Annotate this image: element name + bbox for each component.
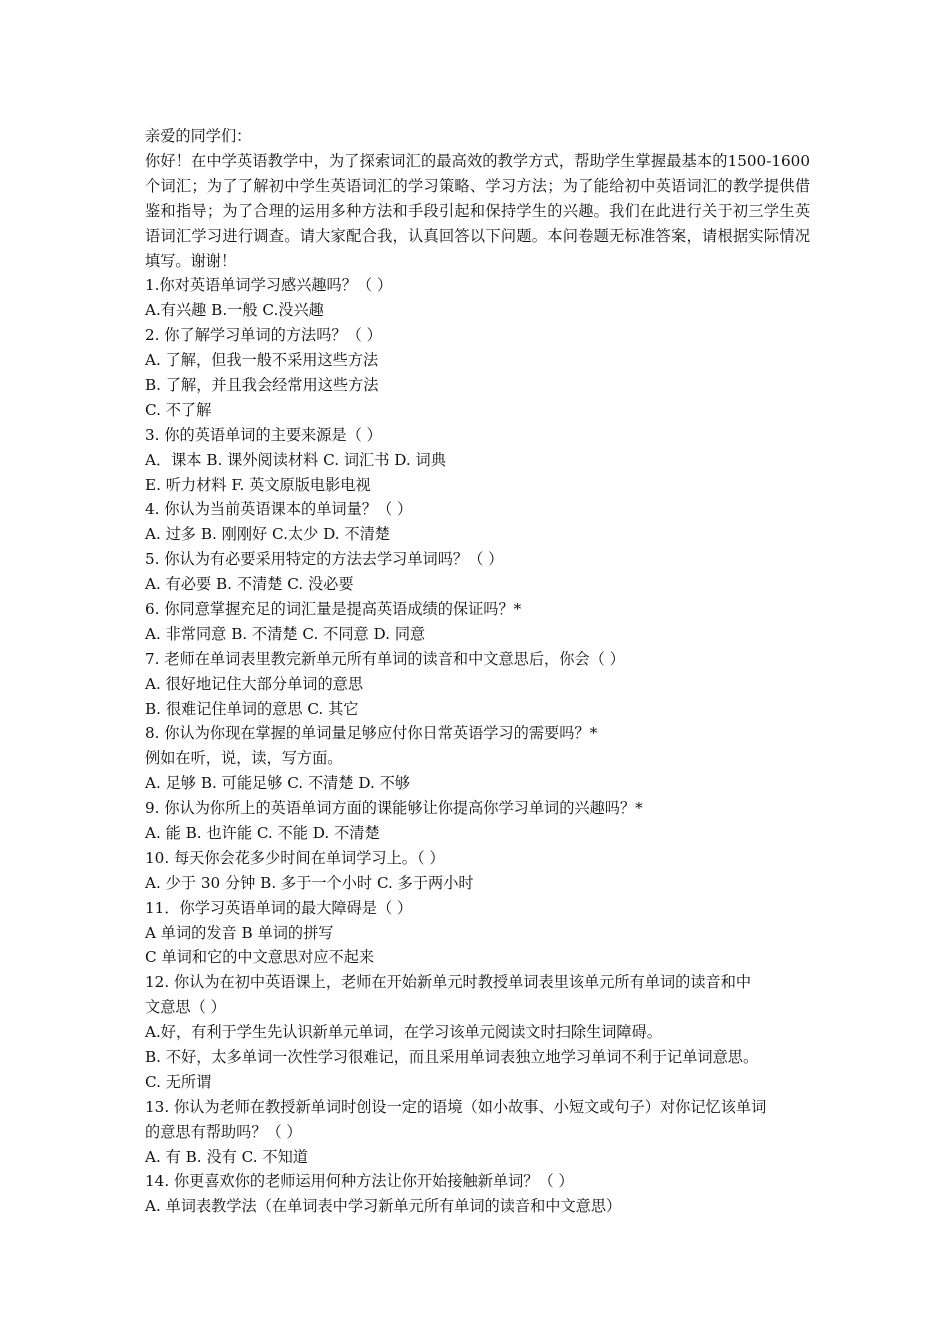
question-9: 9. 你认为你所上的英语单词方面的课能够让你提高你学习单词的兴趣吗？*	[145, 799, 643, 818]
question-12-option-c: C. 无所谓	[145, 1072, 212, 1091]
question-14: 14. 你更喜欢你的老师运用何种方法让你开始接触新单词？（ ）	[145, 1172, 574, 1191]
question-8-note: 例如在听，说，读，写方面。	[145, 749, 343, 768]
question-11: 11．你学习英语单词的最大障碍是（ ）	[145, 898, 413, 917]
question-13-options: A. 有 B. 没有 C. 不知道	[145, 1147, 308, 1166]
question-5: 5. 你认为有必要采用特定的方法去学习单词吗？（ ）	[145, 550, 504, 569]
question-11-option-c: C 单词和它的中文意思对应不起来	[145, 948, 375, 967]
question-2-option-c: C. 不了解	[145, 400, 212, 419]
question-13-line-1: 13. 你认为老师在教授新单词时创设一定的语境（如小故事、小短文或句子）对你记忆该单词	[145, 1097, 767, 1116]
question-6-options: A. 非常同意 B. 不清楚 C. 不同意 D. 同意	[145, 624, 426, 643]
question-5-options: A. 有必要 B. 不清楚 C. 没必要	[145, 575, 354, 594]
question-9-options: A. 能 B. 也许能 C. 不能 D. 不清楚	[145, 824, 380, 843]
question-3-options-1: A．课本 B. 课外阅读材料 C. 词汇书 D. 词典	[145, 450, 446, 469]
question-12-line-2: 文意思（ ）	[145, 998, 226, 1017]
question-8-options: A. 足够 B. 可能足够 C. 不清楚 D. 不够	[145, 774, 411, 793]
question-6: 6. 你同意掌握充足的词汇量是提高英语成绩的保证吗？*	[145, 600, 522, 618]
question-10: 10. 每天你会花多少时间在单词学习上。（ ）	[145, 848, 445, 867]
question-7-option-bc: B. 很难记住单词的意思 C. 其它	[145, 699, 359, 718]
question-8: 8. 你认为你现在掌握的单词量足够应付你日常英语学习的需要吗？*	[145, 724, 598, 743]
survey-body	[145, 124, 810, 1219]
question-1-options: A.有兴趣 B.一般 C.没兴趣	[145, 301, 324, 320]
question-1: 1.你对英语单词学习感兴趣吗？（ ）	[145, 276, 393, 295]
greeting: 亲爱的同学们：	[145, 127, 252, 145]
question-3: 3. 你的英语单词的主要来源是（ ）	[145, 425, 382, 444]
question-4: 4. 你认为当前英语课本的单词量？（ ）	[145, 500, 413, 519]
question-2: 2. 你了解学习单词的方法吗？（ ）	[145, 326, 382, 345]
question-12-option-b: B. 不好，太多单词一次性学习很难记，而且采用单词表独立地学习单词不利于记单词意思。	[145, 1048, 759, 1067]
question-12-option-a: A.好，有利于学生先认识新单元单词，在学习该单元阅读文时扫除生词障碍。	[145, 1023, 662, 1042]
question-10-options: A. 少于 30 分钟 B. 多于一个小时 C. 多于两小时	[145, 873, 474, 892]
question-2-option-b: B. 了解，并且我会经常用这些方法	[145, 375, 379, 394]
question-7: 7. 老师在单词表里教完新单元所有单词的读音和中文意思后，你会（ ）	[145, 649, 625, 668]
question-14-option-a: A. 单词表教学法（在单词表中学习新单元所有单词的读音和中文意思）	[145, 1197, 622, 1216]
question-3-options-2: E. 听力材料 F. 英文原版电影电视	[145, 475, 371, 494]
question-2-option-a: A. 了解，但我一般不采用这些方法	[145, 351, 379, 370]
question-11-option-ab: A 单词的发音 B 单词的拼写	[145, 923, 334, 942]
question-12-line-1: 12. 你认为在初中英语课上，老师在开始新单元时教授单词表里该单元所有单词的读音和中	[145, 973, 752, 992]
question-7-option-a: A. 很好地记住大部分单词的意思	[145, 674, 364, 693]
question-13-line-2: 的意思有帮助吗？（ ）	[145, 1122, 302, 1141]
intro-paragraph: 你好！在中学英语教学中，为了探索词汇的最高效的教学方式，帮助学生掌握最基本的1500-1600个词汇；为了了解初中学生英语词汇的学习策略、学习方法；为了能给初中英语词汇的教学提供借鉴和指导；为了合理的运用多种方法和手段引起和保持学生的兴趣。我们在此进行关于初三学生英语词汇学习进行调查。请大家配合我，认真回答以下问题。本问卷题无标准答案，请根据实际情况填写。谢谢！	[145, 151, 810, 270]
question-4-options: A. 过多 B. 刚刚好 C.太少 D. 不清楚	[145, 525, 390, 544]
